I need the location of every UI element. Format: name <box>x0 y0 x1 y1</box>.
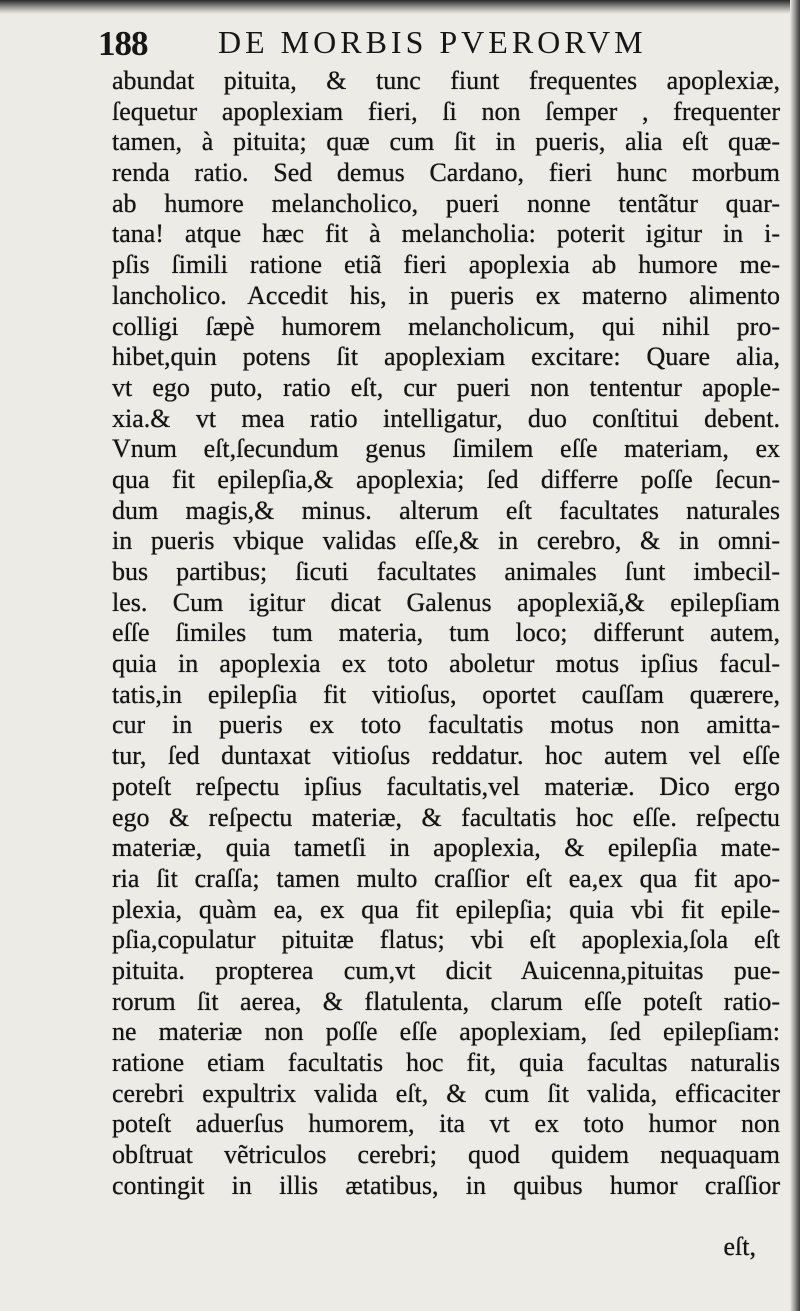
text-line: dum magis,& minus. alterum eſt facultates naturales <box>112 495 780 525</box>
running-title: DE MORBIS PVERORVM <box>218 24 647 60</box>
text-line: bus partibus; ſicuti facultates animales ſunt imbecil- <box>112 557 780 586</box>
text-line: les. Cum igitur dicat Galenus apoplexiã,& epilepſiam <box>112 587 780 617</box>
text-line: poteſt aduerſus humorem, ita vt ex toto humor non <box>112 1109 780 1139</box>
text-line: xia.& vt mea ratio intelligatur, duo conſtitui debent. <box>112 403 780 433</box>
text-line: poteſt reſpectu ipſius facultatis,vel materiæ. Dico ergo <box>112 771 780 801</box>
text-line: qua fit epilepſia,& apoplexia; ſed differre poſſe ſecun- <box>112 464 780 494</box>
text-line: vt ego puto, ratio eſt, cur pueri non tententur apople- <box>112 372 780 402</box>
text-line: abundat pituita, & tunc fiunt frequentes apoplexiæ, <box>112 66 780 95</box>
text-line: pſis ſimili ratione etiã fieri apoplexia ab humore me- <box>112 250 780 280</box>
text-line: renda ratio. Sed demus Cardano, fieri hunc morbum <box>112 158 780 188</box>
text-line: cerebri expultrix valida eſt, & cum ſit valida, efficaciter <box>112 1078 780 1108</box>
text-line: in pueris vbique validas eſſe,& in cerebro, & in omni- <box>112 526 780 556</box>
text-line: tatis,in epilepſia fit vitioſus, oportet cauſſam quærere, <box>112 679 780 709</box>
text-line: colligi ſæpè humorem melancholicum, qui nihil pro- <box>112 311 780 341</box>
running-head <box>98 22 788 68</box>
text-line: cur in pueris ex toto facultatis motus non amitta- <box>112 710 780 740</box>
catchword: eſt, <box>723 1232 756 1261</box>
page-top-edge-shadow <box>0 0 800 14</box>
text-line: ratione etiam facultatis hoc fit, quia facultas naturalis <box>112 1048 780 1077</box>
text-line: eſſe ſimiles tum materia, tum loco; differunt autem, <box>112 618 780 648</box>
text-line: lancholico. Accedit his, in pueris ex materno alimento <box>112 280 780 310</box>
text-line: rorum ſit aerea, & flatulenta, clarum eſſe poteſt ratio- <box>112 986 780 1016</box>
text-line: ſequetur apoplexiam fieri, ſi non ſemper , frequenter <box>112 96 780 126</box>
text-line: obſtruat vẽtriculos cerebri; quod quidem nequaquam <box>112 1140 780 1170</box>
text-line: plexia, quàm ea, ex qua fit epilepſia; quia vbi fit epile- <box>112 894 780 924</box>
text-block <box>112 66 782 1201</box>
text-line: pſia,copulatur pituitæ flatus; vbi eſt apoplexia,ſola eſt <box>112 925 780 955</box>
text-line: ne materiæ non poſſe eſſe apoplexiam, ſed epilepſiam: <box>112 1017 780 1047</box>
text-line: ria ſit craſſa; tamen multo craſſior eſt ea,ex qua fit apo- <box>112 863 780 893</box>
text-line: tamen, à pituita; quæ cum ſit in pueris, alia eſt quæ- <box>112 127 780 157</box>
text-line: Vnum eſt,ſecundum genus ſimilem eſſe materiam, ex <box>112 434 780 464</box>
text-line: hibet,quin potens ſit apoplexiam excitare: Quare alia, <box>112 342 780 372</box>
text-line: contingit in illis ætatibus, in quibus humor craſſior <box>112 1170 780 1200</box>
text-line: quia in apoplexia ex toto aboletur motus ipſius facul- <box>112 649 780 679</box>
page-number: 188 <box>98 24 148 63</box>
page-right-edge-shadow <box>790 0 800 1311</box>
text-line: materiæ, quia tametſi in apoplexia, & epilepſia mate- <box>112 833 780 863</box>
text-line: pituita. propterea cum,vt dicit Auicenna,pituitas pue- <box>112 955 780 985</box>
text-line: ab humore melancholico, pueri nonne tentãtur quar- <box>112 188 780 218</box>
text-line: tur, ſed duntaxat vitioſus reddatur. hoc autem vel eſſe <box>112 741 780 771</box>
text-line: tanaǃ atque hæc fit à melancholia: poterit igitur in i- <box>112 219 780 249</box>
text-line: ego & reſpectu materiæ, & facultatis hoc eſſe. reſpectu <box>112 802 780 832</box>
